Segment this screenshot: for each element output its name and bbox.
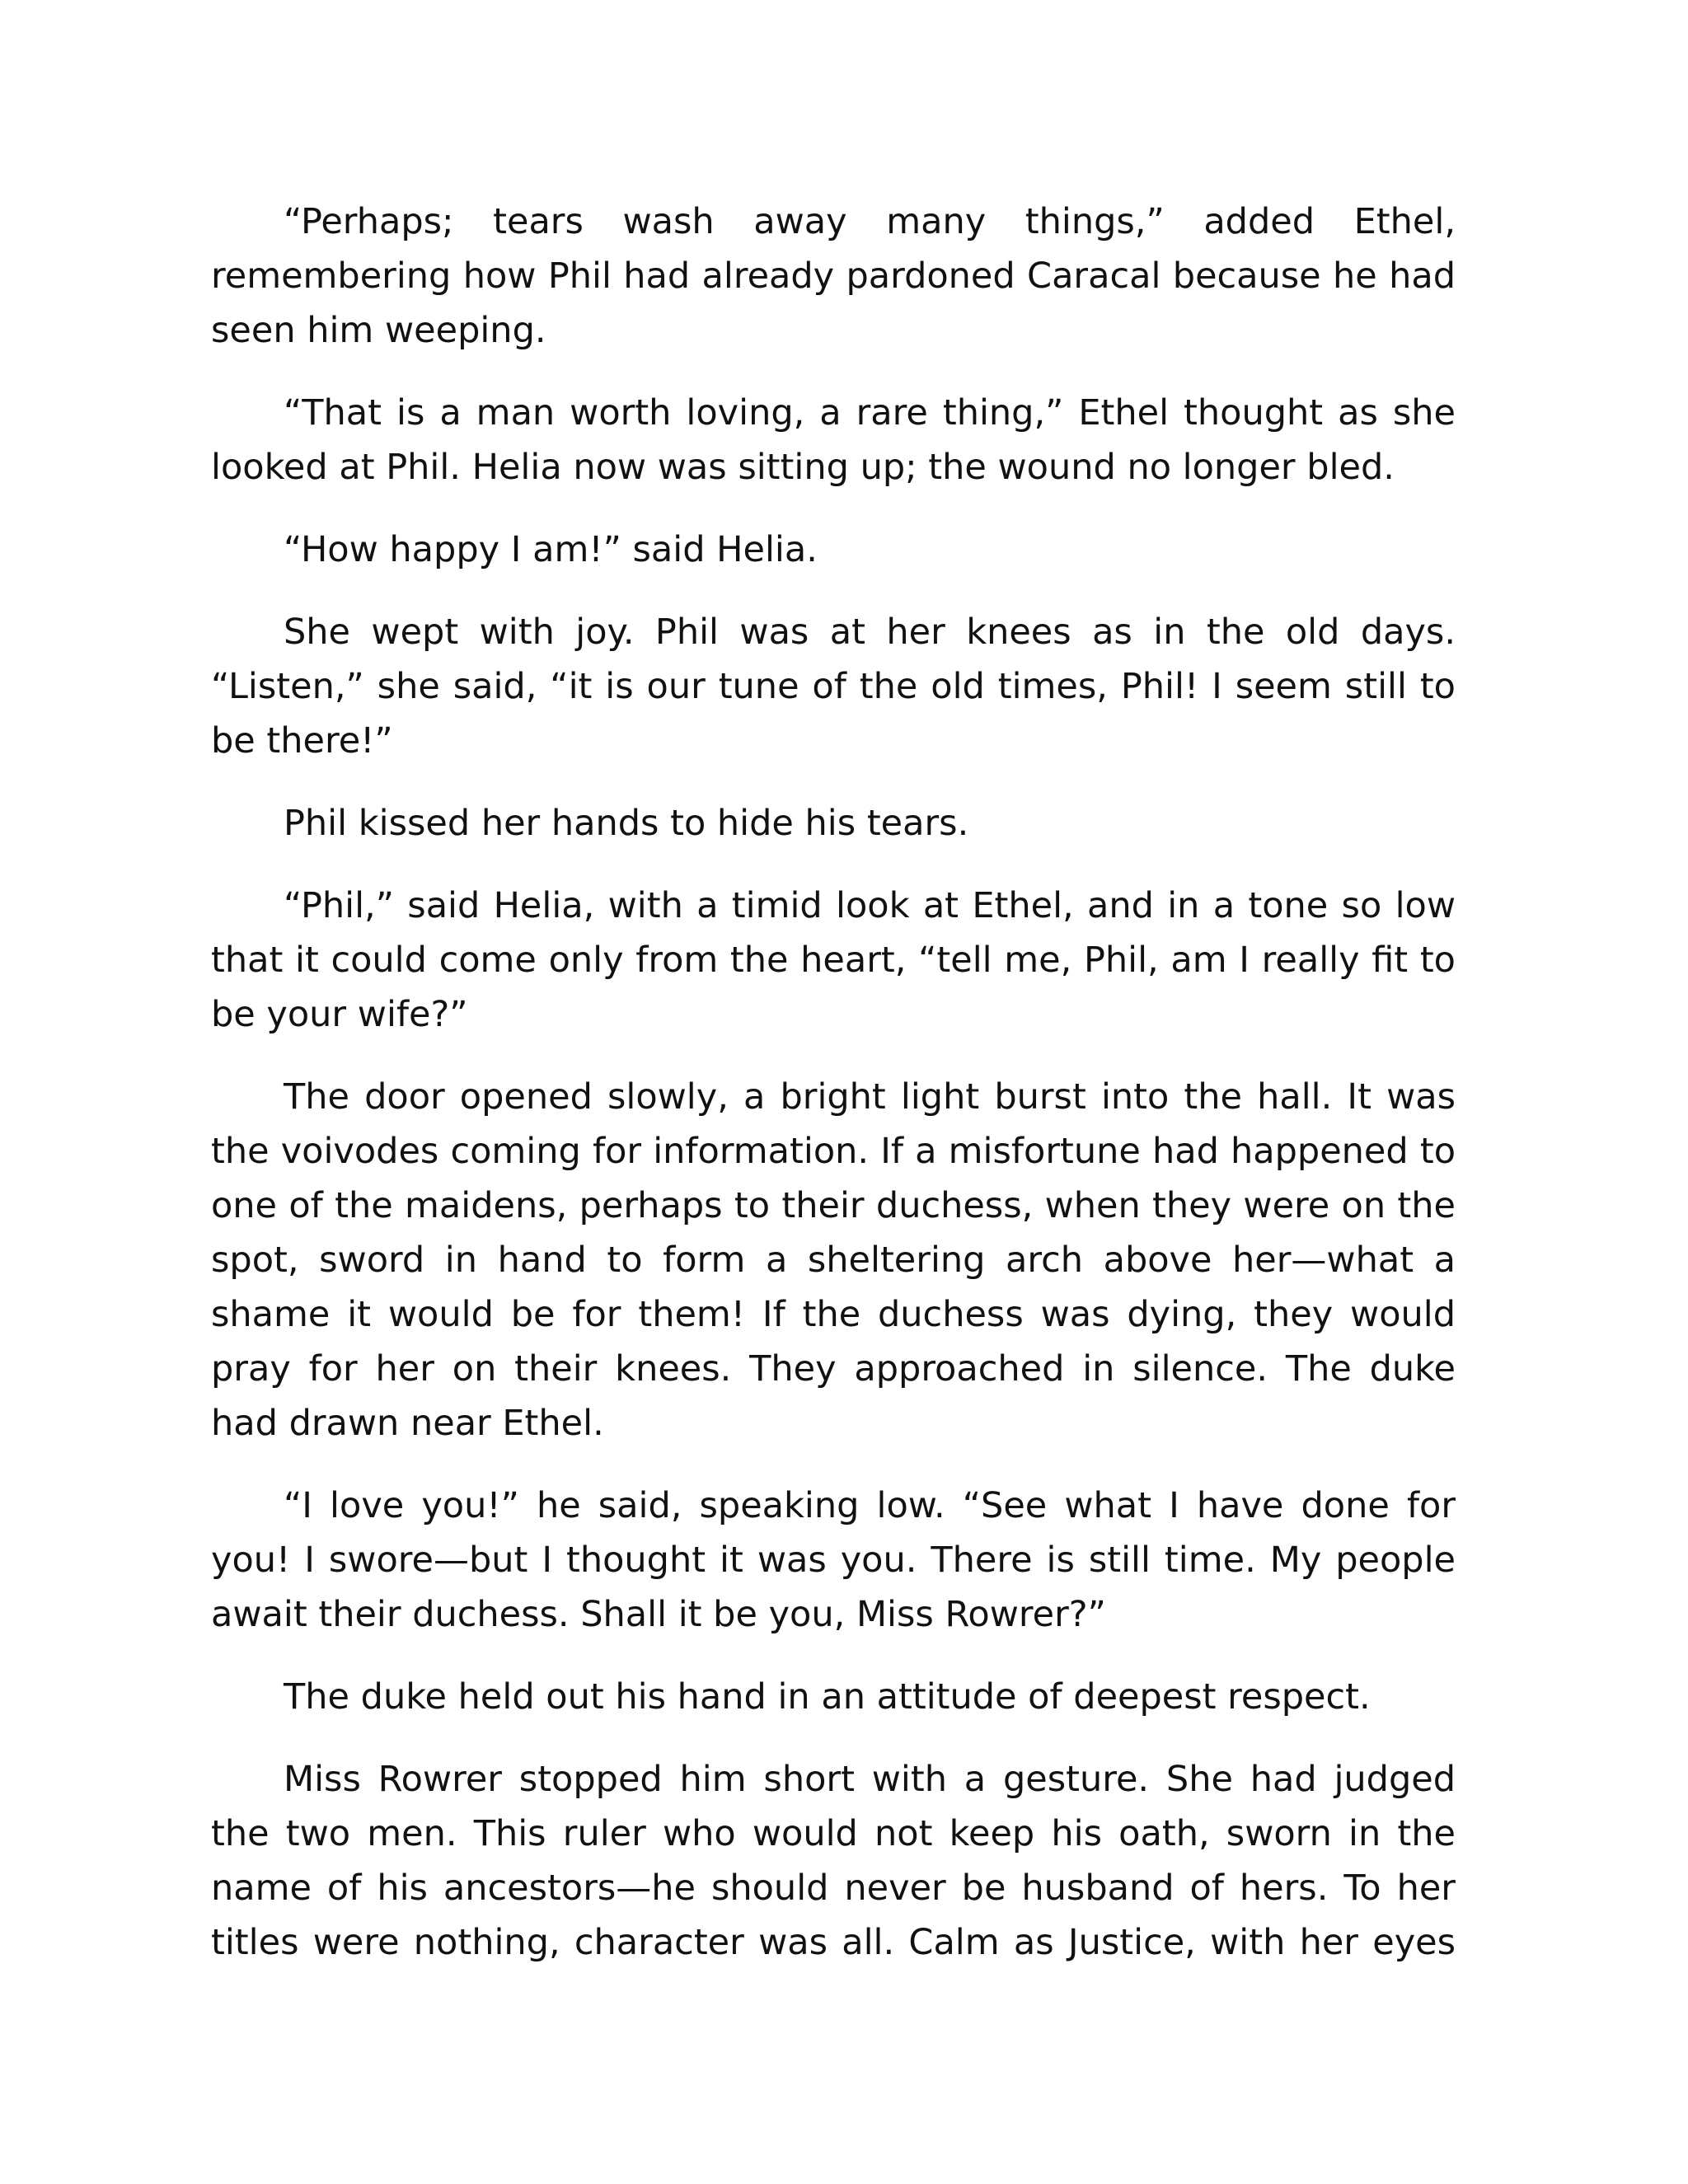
paragraph: The door opened slowly, a bright light burst into the hall. It was the voivodes coming for information. If a misfortune had happened to one of the maidens, perhaps to their duchess, when they were on the spot, sword in hand to form a sheltering arch above her—what a shame it would be for them! If the duchess was dying, they would pray for her on their knees. They approached in silence. The duke had drawn near Ethel. — [211, 1076, 1456, 1444]
paragraph: “Perhaps; tears wash away many things,” added Ethel, remembering how Phil had already pardoned Caracal because he had seen him weeping. — [211, 201, 1456, 351]
paragraph: The duke held out his hand in an attitude of deepest respect. — [284, 1676, 1371, 1718]
paragraph: Phil kissed her hands to hide his tears. — [284, 803, 969, 844]
paragraph: “How happy I am!” said Helia. — [284, 529, 818, 570]
paragraph: “I love you!” he said, speaking low. “See what I have done for you! I swore—but I thought it was you. There is still time. My people await their duchess. Shall it be you, Miss Rowrer?” — [211, 1485, 1456, 1635]
paragraph-continued: Miss Rowrer stopped him short with a gesture. She had judged the two men. This ruler who would not keep his oath, sworn in the name of his ancestors—he should never be husband of hers. To her titles were nothing, character was all. Calm as Justice, with her eyes — [211, 1759, 1456, 1963]
paragraph: “That is a man worth loving, a rare thing,” Ethel thought as she looked at Phil. Helia now was sitting up; the wound no longer bled. — [211, 392, 1456, 488]
paragraph: “Phil,” said Helia, with a timid look at Ethel, and in a tone so low that it could come only from the heart, “tell me, Phil, am I really fit to be your wife?” — [211, 885, 1456, 1035]
body-text — [211, 194, 1456, 1970]
paragraph: She wept with joy. Phil was at her knees as in the old days. “Listen,” she said, “it is our tune of the old times, Phil! I seem still to be there!” — [211, 612, 1456, 762]
